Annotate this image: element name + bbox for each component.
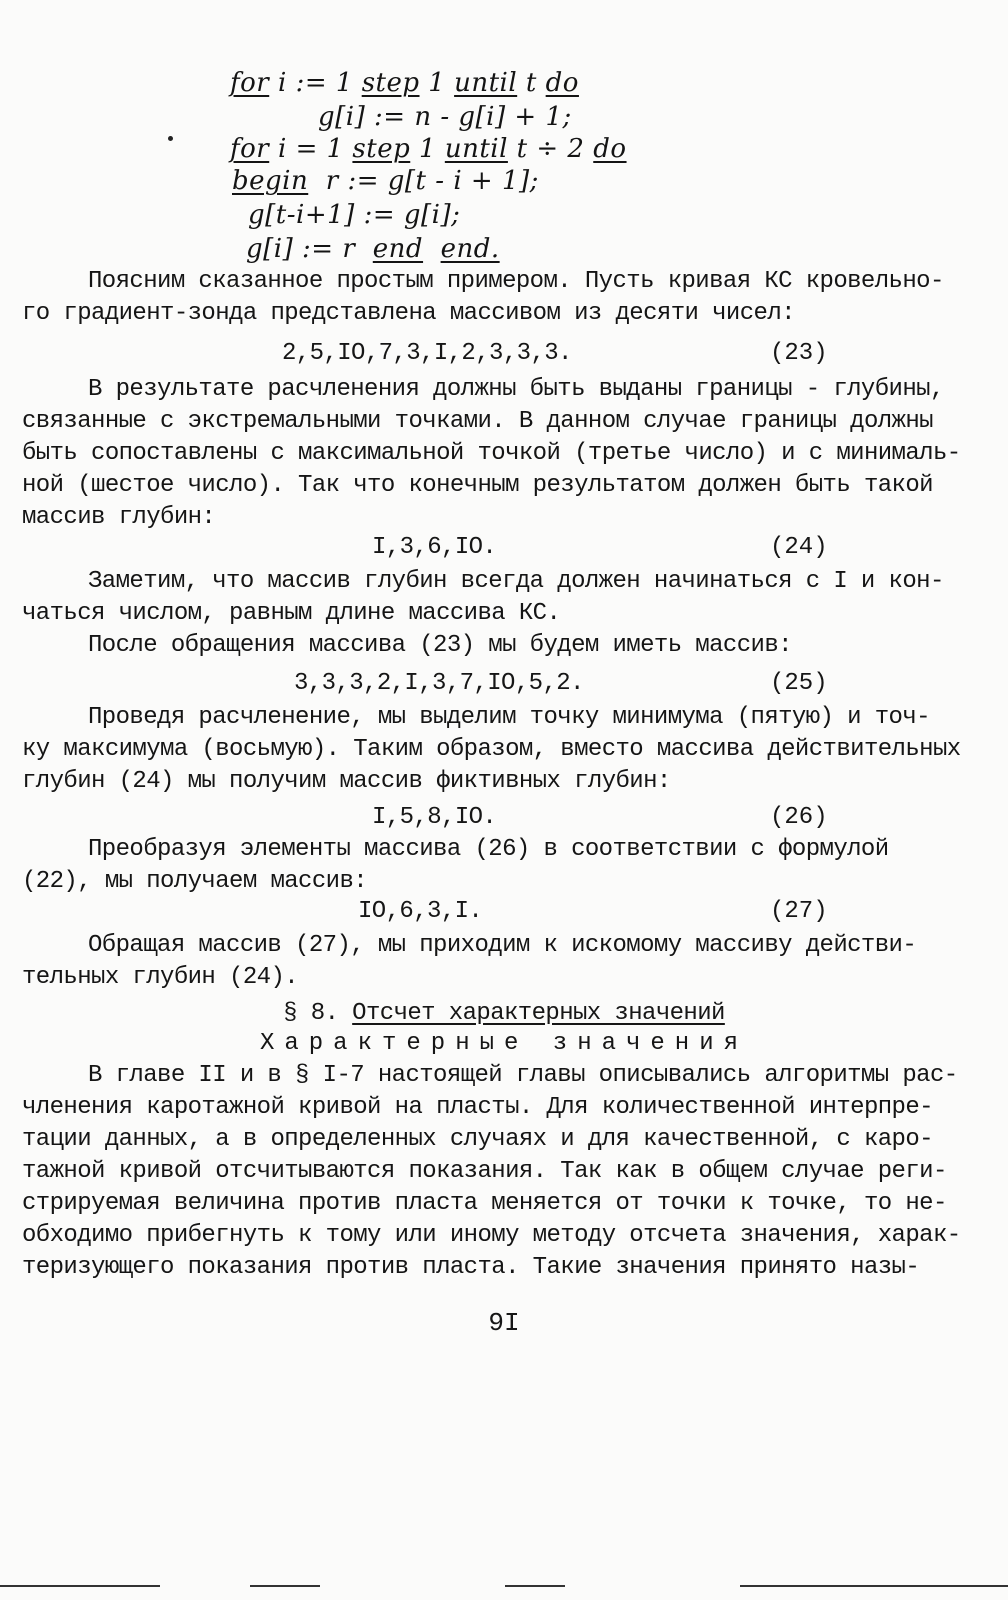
equation-26: I,5,8,IO. [372,804,497,831]
text-line: В результате расчленения должны быть выданы границы - глубины, [88,376,944,403]
equation-number-23: (23) [770,340,828,367]
section-heading [0,1000,1008,1027]
keyword-until: until [444,134,508,164]
keyword-step: step [352,134,411,164]
section-title: Отсчет характерных значений [352,1000,725,1027]
keyword-begin: begin [232,166,309,196]
equation-27: IO,6,3,I. [358,898,483,925]
keyword-end-final: end. [440,234,500,264]
text-line: быть сопоставлены с максимальной точкой (третье число) и с минималь- [22,440,961,467]
equation-number-26: (26) [770,804,828,831]
code-line-5: g[t-i+1] := g[i]; [248,200,461,230]
text-line: (22), мы получаем массив: [22,868,368,895]
code-line-6: g[i] := r end end. [246,234,500,264]
keyword-step: step [361,68,420,98]
text-line: теризующего показания против пласта. Такие значения принято назы- [22,1254,920,1281]
text-line: глубин (24) мы получим массив фиктивных глубин: [22,768,671,795]
keyword-end: end [372,234,424,264]
section-mark: § 8. [283,1000,353,1027]
text-line: тажной кривой отсчитываются показания. Так как в общем случае реги- [22,1158,947,1185]
keyword-do: do [545,68,579,98]
scan-edge-line [505,1585,565,1587]
keyword-do: do [593,134,627,164]
code-line-1: for i := 1 step 1 until t do [230,68,579,98]
stray-dot [168,136,173,141]
equation-23: 2,5,IO,7,3,I,2,3,3,3. [282,340,572,367]
code-line-2: g[i] := n - g[i] + 1; [318,102,572,132]
equation-number-27: (27) [770,898,828,925]
text-line: массив глубин: [22,504,216,531]
text-line: Проведя расчленение, мы выделим точку минимума (пятую) и точ- [88,704,930,731]
equation-number-25: (25) [770,670,828,697]
text-line: Поясним сказанное простым примером. Пусть кривая КС кровельно- [88,268,944,295]
scan-edge-line [250,1585,320,1587]
page-number: 9I [488,1308,520,1338]
keyword-until: until [454,68,518,98]
code-line-4: begin r := g[t - i + 1]; [232,166,539,196]
text-line: тации данных, а в определенных случаях и для качественной, с каро- [22,1126,933,1153]
text-line: ку максимума (восьмую). Таким образом, вместо массива действительных [22,736,961,763]
text-line: После обращения массива (23) мы будем иметь массив: [88,632,792,659]
equation-25: 3,3,3,2,I,3,7,IO,5,2. [294,670,584,697]
text-line: тельных глубин (24). [22,964,299,991]
text-line: Преобразуя элементы массива (26) в соответствии с формулой [88,836,889,863]
scan-edge-line [740,1585,1008,1587]
text-line: стрируемая величина против пласта меняется от точки к точке, то не- [22,1190,947,1217]
text-line: обходимо прибегнуть к тому или иному методу отсчета значения, харак- [22,1222,961,1249]
equation-24: I,3,6,IO. [372,534,497,561]
text-line: связанные с экстремальными точками. В данном случае границы должны [22,408,933,435]
text-line: ной (шестое число). Так что конечным результатом должен быть такой [22,472,933,499]
code-line-3: for i = 1 step 1 until t ÷ 2 do [230,134,627,164]
text-line: чаться числом, равным длине массива КС. [22,600,561,627]
equation-number-24: (24) [770,534,828,561]
keyword-for: for [230,134,270,164]
subheading: Характерные значения [259,1030,749,1057]
text-line: членения каротажной кривой на пласты. Для количественной интерпре- [22,1094,933,1121]
text-line: Заметим, что массив глубин всегда должен начинаться с I и кон- [88,568,944,595]
text-line: В главе II и в § I-7 настоящей главы описывались алгоритмы рас- [88,1062,958,1089]
keyword-for: for [230,68,270,98]
text-line: Обращая массив (27), мы приходим к искомому массиву действи- [88,932,917,959]
text-line: го градиент-зонда представлена массивом из десяти чисел: [22,300,795,327]
scan-edge-line [0,1585,160,1587]
